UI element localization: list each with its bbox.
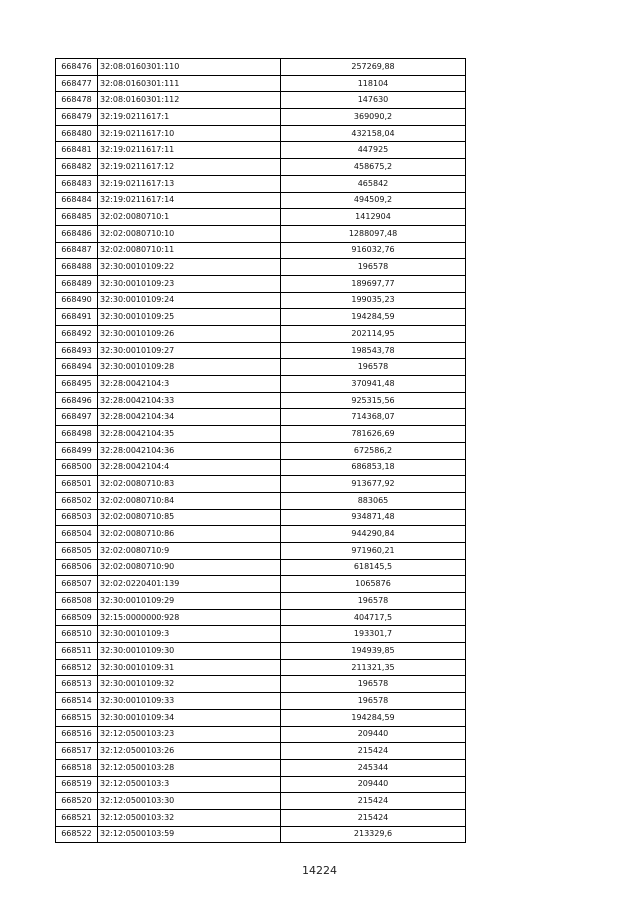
row-id-cell: 668487 — [56, 242, 98, 259]
value-cell: 196578 — [281, 359, 466, 376]
value-cell: 883065 — [281, 492, 466, 509]
row-id-cell: 668504 — [56, 526, 98, 543]
cadastral-number-cell: 32:30:0010109:29 — [98, 593, 281, 610]
row-id-cell: 668479 — [56, 109, 98, 126]
value-cell: 194939,85 — [281, 643, 466, 660]
value-cell: 447925 — [281, 142, 466, 159]
cadastral-number-cell: 32:19:0211617:14 — [98, 192, 281, 209]
value-cell: 194284,59 — [281, 709, 466, 726]
cadastral-number-cell: 32:30:0010109:27 — [98, 342, 281, 359]
value-cell: 245344 — [281, 759, 466, 776]
row-id-cell: 668500 — [56, 459, 98, 476]
table-row — [56, 75, 466, 92]
row-id-cell: 668502 — [56, 492, 98, 509]
row-id-cell: 668513 — [56, 676, 98, 693]
value-cell: 925315,56 — [281, 392, 466, 409]
table-row — [56, 559, 466, 576]
value-cell: 618145,5 — [281, 559, 466, 576]
value-cell: 404717,5 — [281, 609, 466, 626]
row-id-cell: 668476 — [56, 59, 98, 76]
cadastral-number-cell: 32:30:0010109:33 — [98, 693, 281, 710]
table-row — [56, 159, 466, 176]
cadastral-number-cell: 32:12:0500103:26 — [98, 743, 281, 760]
row-id-cell: 668507 — [56, 576, 98, 593]
cadastral-number-cell: 32:28:0042104:4 — [98, 459, 281, 476]
row-id-cell: 668510 — [56, 626, 98, 643]
table-row — [56, 826, 466, 843]
cadastral-number-cell: 32:02:0080710:83 — [98, 476, 281, 493]
table-row — [56, 442, 466, 459]
cadastral-number-cell: 32:02:0080710:84 — [98, 492, 281, 509]
value-cell: 465842 — [281, 175, 466, 192]
table-row — [56, 409, 466, 426]
cadastral-number-cell: 32:19:0211617:10 — [98, 125, 281, 142]
table-row — [56, 259, 466, 276]
table-row — [56, 392, 466, 409]
value-cell: 1288097,48 — [281, 225, 466, 242]
cadastral-number-cell: 32:12:0500103:23 — [98, 726, 281, 743]
row-id-cell: 668511 — [56, 643, 98, 660]
table-row — [56, 59, 466, 76]
value-cell: 147630 — [281, 92, 466, 109]
table-row — [56, 309, 466, 326]
table-row — [56, 209, 466, 226]
table-row — [56, 743, 466, 760]
value-cell: 934871,48 — [281, 509, 466, 526]
table-row — [56, 175, 466, 192]
table-row — [56, 509, 466, 526]
value-cell: 215424 — [281, 743, 466, 760]
value-cell: 215424 — [281, 809, 466, 826]
table-row — [56, 326, 466, 343]
row-id-cell: 668512 — [56, 659, 98, 676]
value-cell: 198543,78 — [281, 342, 466, 359]
table-row — [56, 759, 466, 776]
value-cell: 118104 — [281, 75, 466, 92]
cadastral-number-cell: 32:02:0080710:85 — [98, 509, 281, 526]
cadastral-number-cell: 32:28:0042104:34 — [98, 409, 281, 426]
cadastral-number-cell: 32:12:0500103:32 — [98, 809, 281, 826]
cadastral-number-cell: 32:19:0211617:11 — [98, 142, 281, 159]
value-cell: 202114,95 — [281, 326, 466, 343]
value-cell: 193301,7 — [281, 626, 466, 643]
value-cell: 257269,88 — [281, 59, 466, 76]
table-row — [56, 342, 466, 359]
table-row — [56, 626, 466, 643]
row-id-cell: 668516 — [56, 726, 98, 743]
row-id-cell: 668519 — [56, 776, 98, 793]
cadastral-number-cell: 32:30:0010109:3 — [98, 626, 281, 643]
cadastral-number-cell: 32:02:0080710:1 — [98, 209, 281, 226]
table-row — [56, 225, 466, 242]
cadastral-number-cell: 32:12:0500103:59 — [98, 826, 281, 843]
cadastral-number-cell: 32:02:0080710:86 — [98, 526, 281, 543]
value-cell: 971960,21 — [281, 542, 466, 559]
value-cell: 1412904 — [281, 209, 466, 226]
row-id-cell: 668520 — [56, 793, 98, 810]
row-id-cell: 668501 — [56, 476, 98, 493]
cadastral-number-cell: 32:30:0010109:25 — [98, 309, 281, 326]
cadastral-number-cell: 32:19:0211617:12 — [98, 159, 281, 176]
row-id-cell: 668518 — [56, 759, 98, 776]
cadastral-number-cell: 32:30:0010109:32 — [98, 676, 281, 693]
table-row — [56, 376, 466, 393]
table-row — [56, 92, 466, 109]
cadastral-number-cell: 32:30:0010109:23 — [98, 275, 281, 292]
table-row — [56, 659, 466, 676]
table-row — [56, 192, 466, 209]
value-cell: 199035,23 — [281, 292, 466, 309]
row-id-cell: 668509 — [56, 609, 98, 626]
row-id-cell: 668490 — [56, 292, 98, 309]
row-id-cell: 668515 — [56, 709, 98, 726]
cadastral-number-cell: 32:28:0042104:36 — [98, 442, 281, 459]
cadastral-number-cell: 32:28:0042104:3 — [98, 376, 281, 393]
cadastral-number-cell: 32:19:0211617:13 — [98, 175, 281, 192]
row-id-cell: 668522 — [56, 826, 98, 843]
row-id-cell: 668488 — [56, 259, 98, 276]
cadastral-number-cell: 32:08:0160301:111 — [98, 75, 281, 92]
value-cell: 913677,92 — [281, 476, 466, 493]
value-cell: 458675,2 — [281, 159, 466, 176]
cadastral-number-cell: 32:15:0000000:928 — [98, 609, 281, 626]
table-row — [56, 542, 466, 559]
value-cell: 370941,48 — [281, 376, 466, 393]
row-id-cell: 668482 — [56, 159, 98, 176]
table-row — [56, 526, 466, 543]
cadastral-number-cell: 32:30:0010109:34 — [98, 709, 281, 726]
row-id-cell: 668497 — [56, 409, 98, 426]
value-cell: 194284,59 — [281, 309, 466, 326]
value-cell: 1065876 — [281, 576, 466, 593]
value-cell: 494509,2 — [281, 192, 466, 209]
row-id-cell: 668514 — [56, 693, 98, 710]
cadastral-number-cell: 32:02:0220401:139 — [98, 576, 281, 593]
row-id-cell: 668521 — [56, 809, 98, 826]
cadastral-number-cell: 32:28:0042104:35 — [98, 426, 281, 443]
row-id-cell: 668503 — [56, 509, 98, 526]
value-cell: 215424 — [281, 793, 466, 810]
table-row — [56, 643, 466, 660]
value-cell: 213329,6 — [281, 826, 466, 843]
value-cell: 916032,76 — [281, 242, 466, 259]
table-row — [56, 793, 466, 810]
row-id-cell: 668492 — [56, 326, 98, 343]
row-id-cell: 668486 — [56, 225, 98, 242]
cadastral-number-cell: 32:02:0080710:10 — [98, 225, 281, 242]
cadastral-number-cell: 32:12:0500103:28 — [98, 759, 281, 776]
row-id-cell: 668483 — [56, 175, 98, 192]
cadastral-number-cell: 32:30:0010109:22 — [98, 259, 281, 276]
cadastral-number-cell: 32:08:0160301:112 — [98, 92, 281, 109]
value-cell: 196578 — [281, 259, 466, 276]
table-row — [56, 109, 466, 126]
table-row — [56, 125, 466, 142]
row-id-cell: 668506 — [56, 559, 98, 576]
cadastral-number-cell: 32:30:0010109:30 — [98, 643, 281, 660]
table-row — [56, 776, 466, 793]
cadastral-number-cell: 32:30:0010109:31 — [98, 659, 281, 676]
cadastral-number-cell: 32:30:0010109:24 — [98, 292, 281, 309]
value-cell: 196578 — [281, 593, 466, 610]
table-row — [56, 726, 466, 743]
table-row — [56, 693, 466, 710]
cadastral-number-cell: 32:02:0080710:90 — [98, 559, 281, 576]
row-id-cell: 668481 — [56, 142, 98, 159]
cadastral-number-cell: 32:02:0080710:9 — [98, 542, 281, 559]
table-body — [56, 59, 466, 843]
table-row — [56, 609, 466, 626]
table-row — [56, 359, 466, 376]
cadastral-number-cell: 32:12:0500103:30 — [98, 793, 281, 810]
table-row — [56, 809, 466, 826]
row-id-cell: 668478 — [56, 92, 98, 109]
table-row — [56, 426, 466, 443]
value-cell: 781626,69 — [281, 426, 466, 443]
cadastral-number-cell: 32:28:0042104:33 — [98, 392, 281, 409]
row-id-cell: 668477 — [56, 75, 98, 92]
data-table — [55, 58, 466, 843]
row-id-cell: 668491 — [56, 309, 98, 326]
value-cell: 209440 — [281, 726, 466, 743]
row-id-cell: 668517 — [56, 743, 98, 760]
row-id-cell: 668495 — [56, 376, 98, 393]
value-cell: 944290,84 — [281, 526, 466, 543]
row-id-cell: 668489 — [56, 275, 98, 292]
row-id-cell: 668505 — [56, 542, 98, 559]
cadastral-number-cell: 32:19:0211617:1 — [98, 109, 281, 126]
value-cell: 672586,2 — [281, 442, 466, 459]
cadastral-number-cell: 32:30:0010109:28 — [98, 359, 281, 376]
value-cell: 714368,07 — [281, 409, 466, 426]
row-id-cell: 668498 — [56, 426, 98, 443]
row-id-cell: 668485 — [56, 209, 98, 226]
value-cell: 196578 — [281, 676, 466, 693]
table-row — [56, 492, 466, 509]
row-id-cell: 668508 — [56, 593, 98, 610]
cadastral-number-cell: 32:08:0160301:110 — [98, 59, 281, 76]
cadastral-number-cell: 32:12:0500103:3 — [98, 776, 281, 793]
row-id-cell: 668484 — [56, 192, 98, 209]
table-row — [56, 476, 466, 493]
value-cell: 432158,04 — [281, 125, 466, 142]
table-row — [56, 292, 466, 309]
row-id-cell: 668480 — [56, 125, 98, 142]
row-id-cell: 668493 — [56, 342, 98, 359]
row-id-cell: 668494 — [56, 359, 98, 376]
cadastral-number-cell: 32:02:0080710:11 — [98, 242, 281, 259]
table-row — [56, 142, 466, 159]
cadastral-number-cell: 32:30:0010109:26 — [98, 326, 281, 343]
table-row — [56, 709, 466, 726]
value-cell: 209440 — [281, 776, 466, 793]
value-cell: 189697,77 — [281, 275, 466, 292]
table-row — [56, 676, 466, 693]
page-number: 14224 — [302, 864, 337, 877]
table-row — [56, 242, 466, 259]
table-row — [56, 459, 466, 476]
value-cell: 686853,18 — [281, 459, 466, 476]
table-row — [56, 576, 466, 593]
row-id-cell: 668499 — [56, 442, 98, 459]
table-row — [56, 275, 466, 292]
table-row — [56, 593, 466, 610]
value-cell: 211321,35 — [281, 659, 466, 676]
row-id-cell: 668496 — [56, 392, 98, 409]
value-cell: 196578 — [281, 693, 466, 710]
value-cell: 369090,2 — [281, 109, 466, 126]
